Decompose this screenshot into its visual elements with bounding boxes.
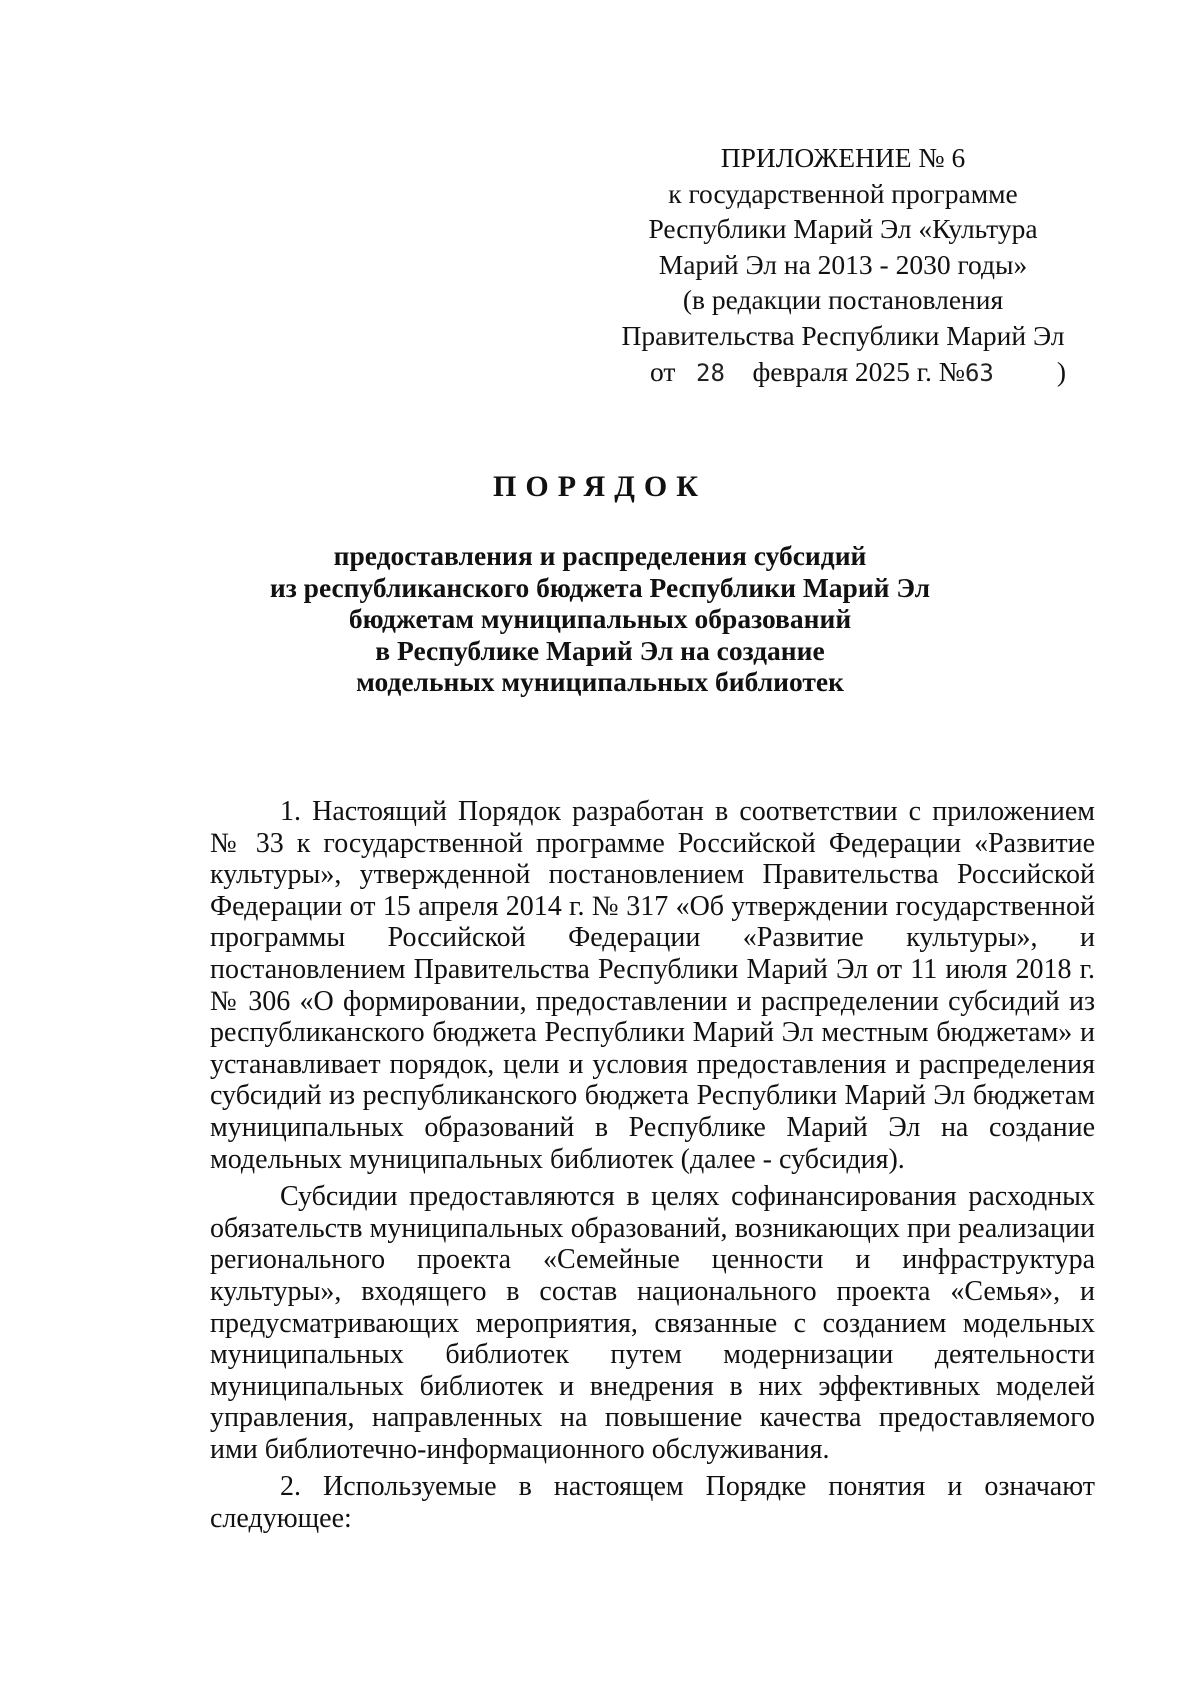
- appendix-header: [608, 140, 1078, 391]
- appendix-line-2: к государственной программе: [668, 177, 1018, 209]
- decree-number: 63: [964, 358, 994, 387]
- paragraph-3: 2. Используемые в настоящем Порядке понятия и означают следующее:: [210, 1471, 1095, 1535]
- paragraph-2: Субсидии предоставляются в целях софинансирования расходных обязательств муниципальных образований, возникающих при реализации регионального проекта «Семейные ценности и инфраструктура культуры», входящего в состав национального проекта «Семья», и предусматривающих мероприятия, связанные с созданием модельных муниципальных библиотек путем модернизации деятельности муниципальных библиотек и внедрения в них эффективных моделей управления, направленных на повышение качества предоставляемого ими библиотечно-информационного обслуживания.: [210, 1181, 1095, 1465]
- subtitle-line-2: из республиканского бюджета Республики Марий Эл: [269, 571, 931, 603]
- subtitle-line-5: модельных муниципальных библиотек: [356, 666, 844, 698]
- date-group: [650, 354, 994, 392]
- date-prefix: от: [650, 355, 676, 387]
- date-day: 28: [696, 358, 725, 387]
- appendix-line-3: Республики Марий Эл «Культура: [648, 213, 1038, 245]
- subtitle-line-3: бюджетам муниципальных образований: [348, 603, 852, 635]
- close-paren: ): [1056, 355, 1066, 387]
- date-month-year: февраля 2025 г. №: [752, 355, 965, 387]
- appendix-line-6: Правительства Республики Марий Эл: [621, 319, 1065, 351]
- appendix-number: ПРИЛОЖЕНИЕ № 6: [720, 142, 966, 173]
- subtitle-line-4: в Республике Марий Эл на создание: [375, 634, 825, 666]
- document-body: [210, 796, 1095, 1541]
- document-subtitle: [0, 540, 1200, 698]
- appendix-line-5: (в редакции постановления: [682, 284, 1004, 316]
- appendix-line-4: Марий Эл на 2013 - 2030 годы»: [658, 248, 1028, 280]
- appendix-date-line: [608, 354, 1078, 392]
- document-title: ПОРЯДОК: [493, 470, 707, 503]
- paragraph-1: 1. Настоящий Порядок разработан в соответствии с приложением № 33 к государственной программе Российской Федерации «Развитие культуры», утвержденной постановлением Правительства Российской Федерации от 15 апреля 2014 г. № 317 «Об утверждении государственной программы Российской Федерации «Развитие культуры», и постановлением Правительства Республики Марий Эл от 11 июля 2018 г. № 306 «О формировании, предоставлении и распределении субсидий из республиканского бюджета Республики Марий Эл местным бюджетам» и устанавливает порядок, цели и условия предоставления и распределения субсидий из республиканского бюджета Республики Марий Эл бюджетам муниципальных образований в Республике Марий Эл на создание модельных муниципальных библиотек (далее - субсидия).: [210, 796, 1095, 1175]
- subtitle-line-1: предоставления и распределения субсидий: [333, 540, 867, 571]
